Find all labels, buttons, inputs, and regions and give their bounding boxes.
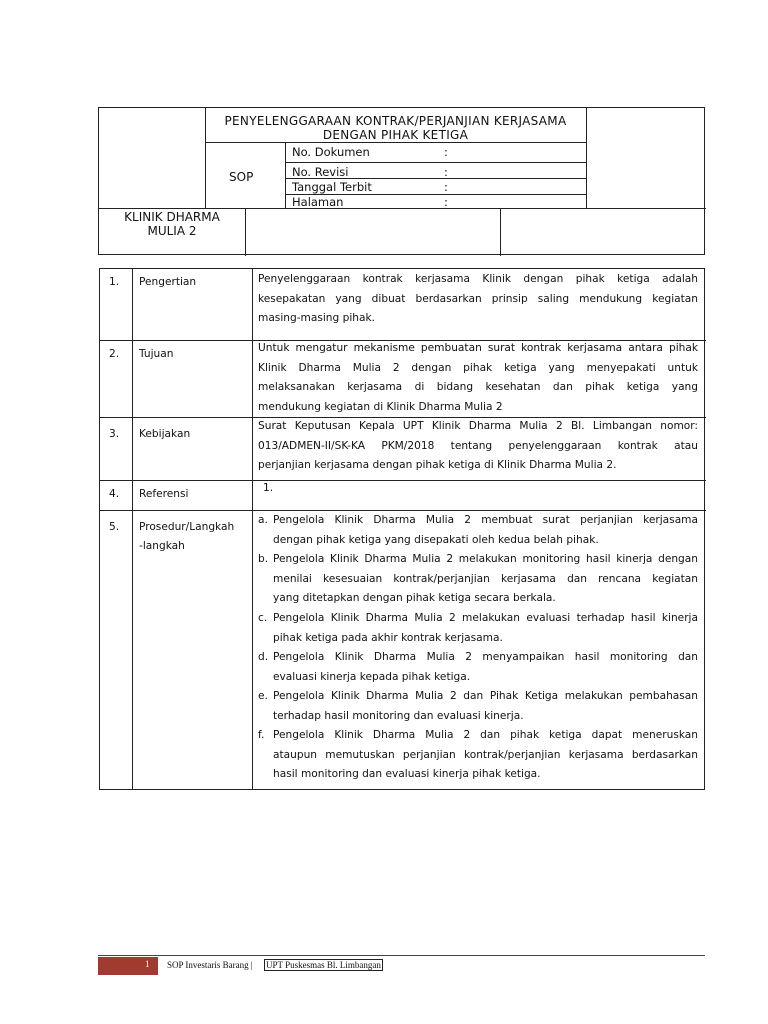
text-line: perjanjian kerjasama dengan pihak ketiga di Klinik Dharma Mulia 2. bbox=[258, 459, 617, 471]
org-name-line1: KLINIK DHARMA bbox=[124, 210, 220, 224]
text-line: Pengelola Klinik Dharma Mulia 2 menyampaikan hasil monitoring dan bbox=[273, 651, 698, 663]
text-line: Untuk mengatur mekanisme pembuatan surat kontrak kerjasama antara pihak bbox=[258, 342, 698, 354]
text-line: Klinik Dharma Mulia 2 dengan pihak ketiga yang menyepakati untuk bbox=[258, 361, 698, 374]
text-line: Pengelola Klinik Dharma Mulia 2 dan pihak ketiga dapat meneruskan bbox=[273, 729, 698, 741]
text-line: pihak ketiga pada akhir kontrak kerjasama. bbox=[273, 631, 503, 644]
text-line: hasil monitoring dan evaluasi kinerja pihak ketiga. bbox=[273, 768, 541, 780]
org-name-line2: MULIA 2 bbox=[147, 224, 197, 238]
sop-label: SOP bbox=[229, 170, 254, 184]
text-line: ataupun memutuskan perjanjian kontrak/perjanjian kerjasama berdasarkan bbox=[273, 748, 698, 761]
reference-item: 1. bbox=[263, 482, 274, 494]
divider bbox=[245, 208, 246, 256]
step-marker: b. bbox=[258, 553, 269, 565]
text-line: Surat Keputusan Kepala UPT Klinik Dharma Mulia 2 Bl. Limbangan nomor: bbox=[258, 420, 698, 432]
row-label: Tujuan bbox=[139, 348, 174, 360]
divider bbox=[285, 162, 586, 163]
row-label: Pengertian bbox=[139, 276, 197, 288]
footer-org-name: UPT Puskesmas Bl. Limbangan bbox=[266, 960, 381, 970]
field-halaman-value: : bbox=[444, 195, 448, 209]
row-number: 1. bbox=[109, 276, 120, 288]
text-line: menilai kesesuaian kontrak/perjanjian kerjasama dan rencana kegiatan bbox=[273, 572, 698, 585]
field-no-revisi-value: : bbox=[444, 165, 448, 179]
procedure-step-f bbox=[258, 726, 698, 785]
row-number: 2. bbox=[109, 348, 120, 360]
field-halaman-label: Halaman bbox=[292, 195, 344, 209]
divider bbox=[100, 480, 706, 481]
text-line: terhadap hasil monitoring dan evaluasi kinerja. bbox=[273, 709, 524, 722]
step-marker: d. bbox=[258, 651, 269, 663]
field-tanggal-terbit-value: : bbox=[444, 180, 448, 194]
field-no-dokumen-label: No. Dokumen bbox=[292, 145, 370, 159]
text-line: Pengelola Klinik Dharma Mulia 2 membuat surat perjanjian kerjasama bbox=[273, 514, 698, 526]
footer-rule bbox=[98, 955, 705, 956]
row-number: 3. bbox=[109, 428, 120, 440]
field-no-dokumen-value: : bbox=[444, 145, 448, 159]
row-content bbox=[258, 270, 698, 329]
divider bbox=[285, 142, 286, 208]
divider bbox=[252, 269, 253, 789]
text-line: Pengelola Klinik Dharma Mulia 2 dan Pihak Ketiga melakukan pembahasan bbox=[273, 690, 698, 702]
row-number: 4. bbox=[109, 488, 120, 500]
field-tanggal-terbit-label: Tanggal Terbit bbox=[292, 180, 372, 194]
procedure-step-a bbox=[258, 511, 698, 550]
doc-title-line1: PENYELENGGARAAN KONTRAK/PERJANJIAN KERJASAMA bbox=[224, 114, 567, 128]
text-line: evaluasi kinerja kepada pihak ketiga. bbox=[273, 670, 471, 683]
field-no-revisi-label: No. Revisi bbox=[292, 165, 349, 179]
divider bbox=[205, 142, 586, 143]
divider bbox=[99, 208, 706, 209]
step-marker: f. bbox=[258, 729, 265, 741]
procedure-step-e bbox=[258, 687, 698, 726]
text-line: mendukung kegiatan di Klinik Dharma Mulia 2 bbox=[258, 400, 503, 413]
text-line: 013/ADMEN-II/SK-KA PKM/2018 tentang penyelenggaraan kontrak atau bbox=[258, 439, 698, 452]
text-line: kesepakatan yang dibuat berdasarkan prinsip saling mendukung kegiatan bbox=[258, 292, 698, 305]
text-line: melaksanakan kerjasama di bidang kesehatan dan pihak ketiga yang bbox=[258, 381, 698, 393]
divider bbox=[132, 269, 133, 789]
sop-header-table bbox=[98, 107, 705, 255]
row-number: 5. bbox=[109, 521, 120, 533]
procedure-step-c bbox=[258, 609, 698, 648]
text-line: masing-masing pihak. bbox=[258, 312, 375, 324]
row-label: Kebijakan bbox=[139, 428, 191, 440]
step-marker: c. bbox=[258, 612, 268, 624]
sop-content-table bbox=[99, 268, 705, 790]
procedure-step-d bbox=[258, 648, 698, 687]
text-line: Pengelola Klinik Dharma Mulia 2 melakukan monitoring hasil kinerja dengan bbox=[273, 553, 698, 565]
text-line: dengan pihak ketiga yang disepakati oleh kedua belah pihak. bbox=[273, 533, 599, 546]
row-label-line2: -langkah bbox=[139, 540, 185, 552]
page-number: 1 bbox=[145, 959, 150, 969]
row-label: Referensi bbox=[139, 488, 189, 500]
procedure-step-b bbox=[258, 550, 698, 609]
divider bbox=[586, 108, 587, 208]
text-line: Penyelenggaraan kontrak kerjasama Klinik dengan pihak ketiga adalah bbox=[258, 273, 698, 285]
row-label-line1: Prosedur/Langkah bbox=[139, 521, 235, 533]
step-marker: a. bbox=[258, 514, 268, 526]
step-marker: e. bbox=[258, 690, 268, 702]
row-content bbox=[258, 339, 698, 417]
doc-title-line2: DENGAN PIHAK KETIGA bbox=[322, 128, 469, 142]
footer-doc-name: SOP Investaris Barang | bbox=[167, 960, 253, 970]
text-line: Pengelola Klinik Dharma Mulia 2 melakukan evaluasi terhadap hasil kinerja bbox=[273, 612, 698, 624]
divider bbox=[500, 208, 501, 256]
text-line: yang ditetapkan dengan pihak ketiga secara berkala. bbox=[273, 592, 556, 604]
row-content bbox=[258, 417, 698, 476]
